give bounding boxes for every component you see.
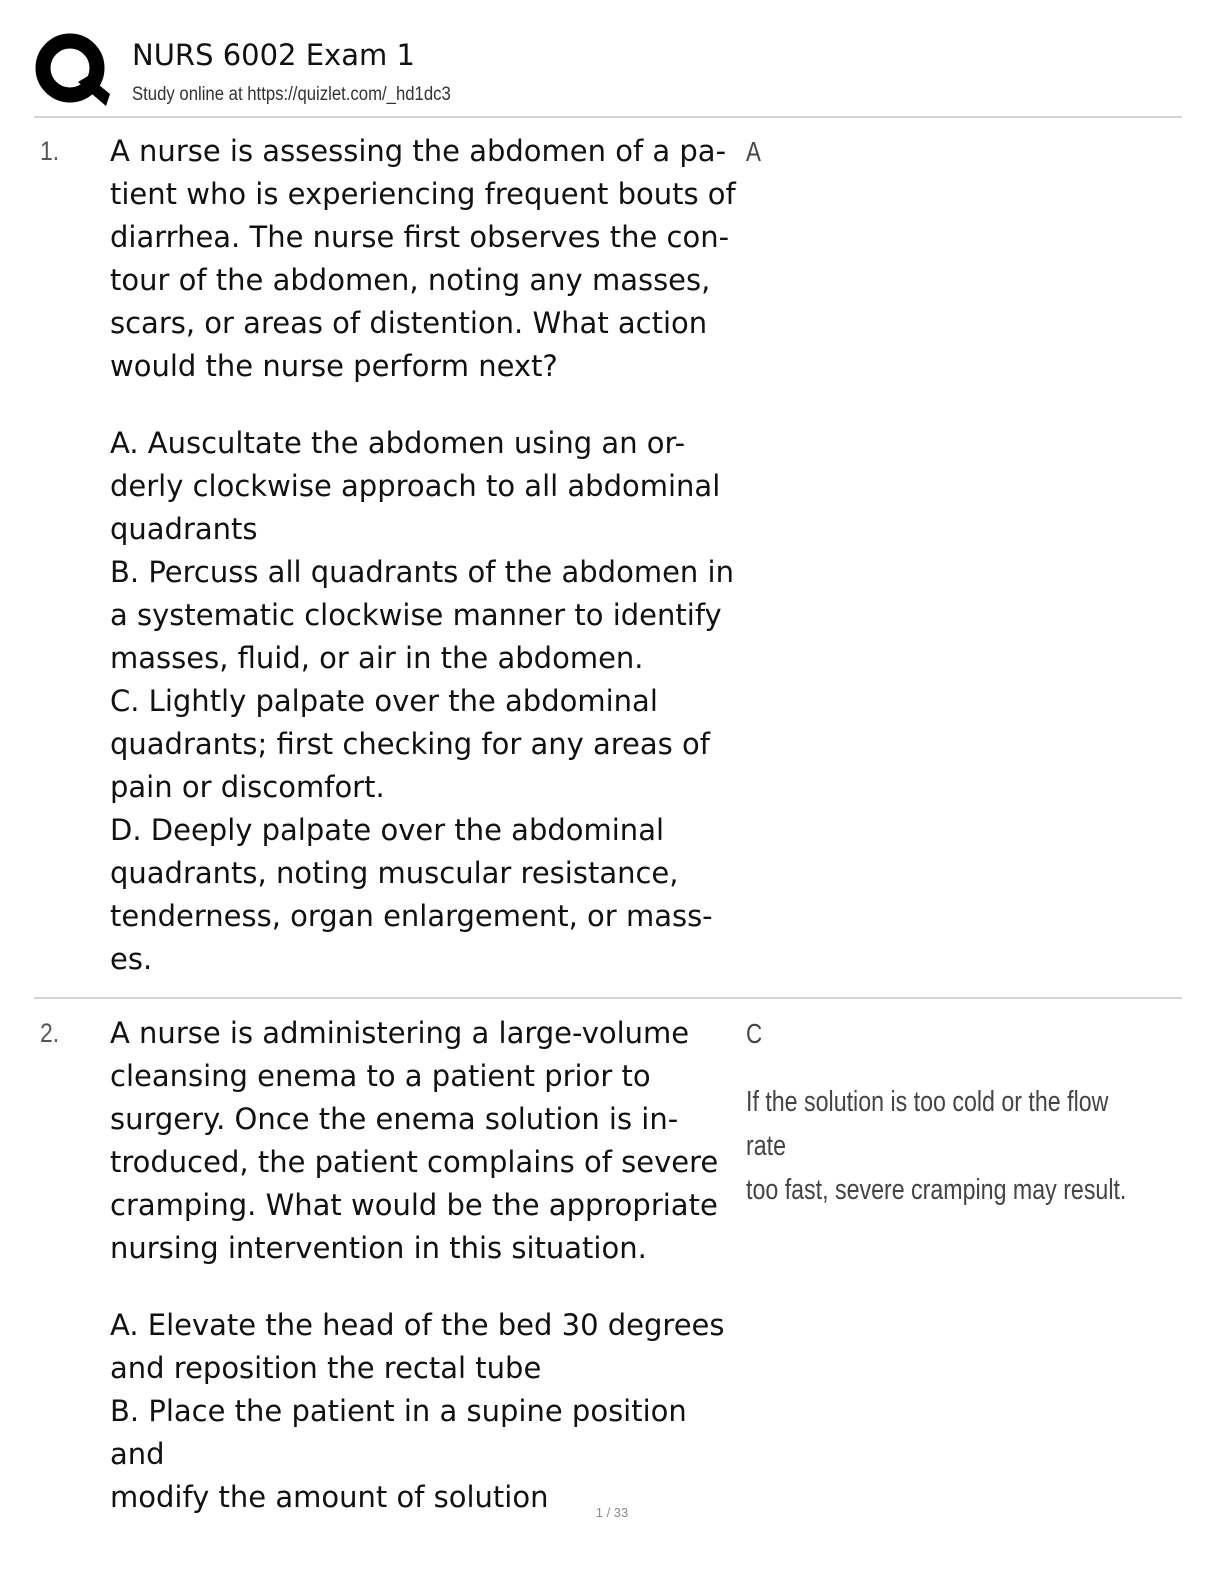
option-a: A. Elevate the head of the bed 30 degrees and reposition the rectal tube [110,1308,725,1385]
option-d: D. Deeply palpate over the abdominal quadrants, noting muscular resistance, tenderness, organ enlargement, or mass- es. [110,813,713,976]
card-question [110,1012,750,1519]
question-stem: A nurse is administering a large-volume cleansing enema to a patient prior to surgery. Once the enema solution is in- troduced, the patient complains of severe cramping. What would be the appropriate nursing intervention in this situation. [110,1016,719,1265]
card-answer [746,1018,1176,1212]
answer-letter: C [746,1018,763,1049]
card-divider [34,997,1182,999]
question-stem: A nurse is assessing the abdomen of a pa- tient who is experiencing frequent bouts of diarrhea. The nurse first observes the con- tour of the abdomen, noting any masses, scars, or areas of distention. What action would the nurse perform next? [110,134,736,383]
card-question [110,130,750,981]
option-c: C. Lightly palpate over the abdominal quadrants; first checking for any areas of pain or discomfort. [110,684,710,804]
card-number: 1. [40,136,60,166]
option-a: A. Auscultate the abdomen using an or- derly clockwise approach to all abdominal quadrants [110,426,721,546]
study-online-link[interactable]: Study online at https://quizlet.com/_hd1dc3 [132,84,451,105]
option-b: B. Place the patient in a supine position and modify the amount of solution [110,1394,687,1514]
quizlet-q-logo-icon [34,32,110,108]
page-header [34,30,1184,116]
set-title: NURS 6002 Exam 1 [132,38,415,72]
answer-letter: A [746,136,761,167]
answer-options [110,1304,750,1519]
option-b: B. Percuss all quadrants of the abdomen in a systematic clockwise manner to identify masses, fluid, or air in the abdomen. [110,555,734,675]
card-answer [746,136,1176,168]
page-number: 1 / 33 [595,1505,629,1520]
answer-options [110,422,750,981]
header-divider [34,116,1182,118]
card-number: 2. [40,1018,60,1048]
answer-explanation: If the solution is too cold or the flow rate too fast, severe cramping may result. [746,1086,1127,1206]
